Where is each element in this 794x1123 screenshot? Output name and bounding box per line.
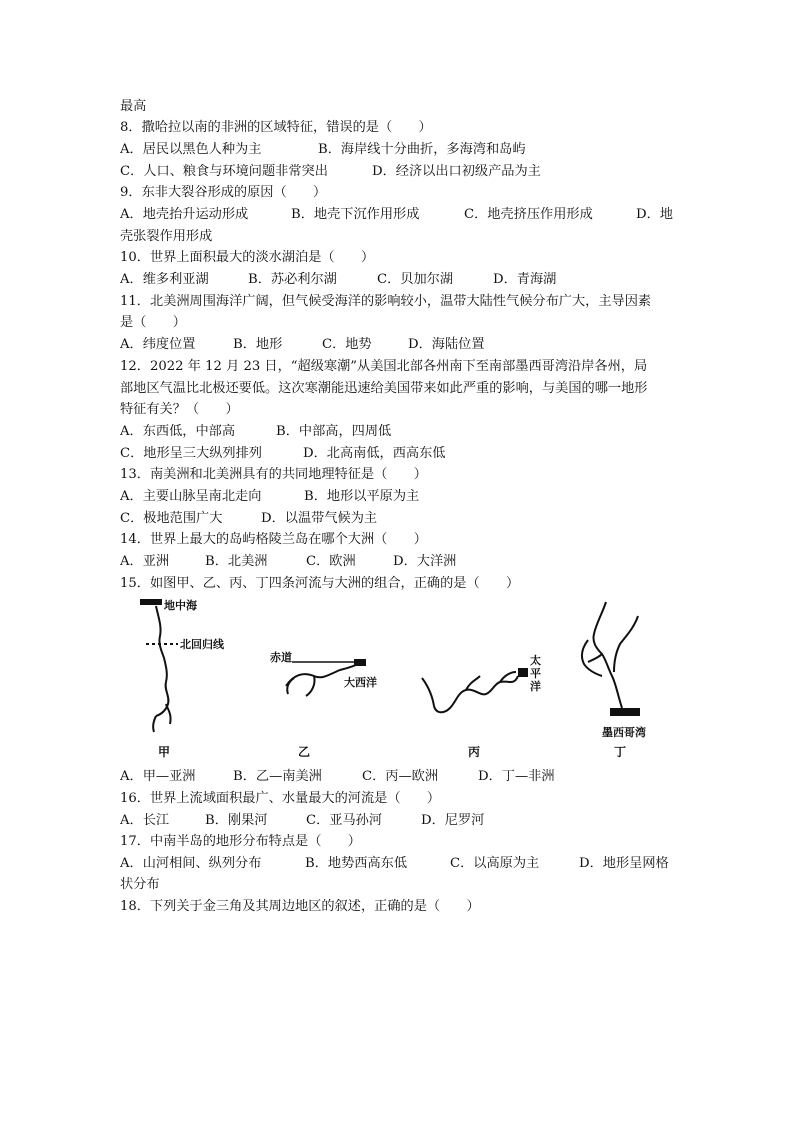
gulf-of-mexico-hatch — [610, 708, 640, 716]
q9-option-d[interactable]: D．地 — [636, 207, 673, 222]
river-ding-path — [582, 602, 638, 708]
question-12: 12．2022 年 12 月 23 日，“超级寒潮”从美国北部各州南下至南部墨西哥湾沿岸各州，局 — [120, 359, 648, 374]
question-10: 10．世界上面积最大的淡水湖泊是（ ） — [120, 250, 375, 265]
q17-option-b[interactable]: B．地势西高东低 — [305, 856, 408, 871]
q11-option-d[interactable]: D．海陆位置 — [408, 337, 485, 352]
q10-option-b[interactable]: B．苏必利尔湖 — [248, 272, 337, 287]
q17-option-c[interactable]: C．以高原为主 — [450, 856, 540, 871]
label-mediterranean: 地中海 — [164, 599, 197, 612]
q8-option-a[interactable]: A．居民以黑色人种为主 — [120, 142, 262, 157]
q16-option-a[interactable]: A．长江 — [120, 813, 170, 828]
label-gulf-of-mexico: 墨西哥湾 — [602, 726, 646, 739]
q16-option-d[interactable]: D．尼罗河 — [421, 813, 485, 828]
question-14: 14．世界上最大的岛屿格陵兰岛在哪个大洲（ ） — [120, 532, 427, 547]
q8-option-d[interactable]: D．经济以出口初级产品为主 — [372, 164, 541, 179]
caption-jia: 甲 — [158, 745, 171, 759]
q12-option-d[interactable]: D．北高南低，西高东低 — [303, 446, 446, 461]
question-13: 13．南美洲和北美洲具有的共同地理特征是（ ） — [120, 467, 427, 482]
q13-option-d[interactable]: D．以温带气候为主 — [261, 511, 378, 526]
q12-option-b[interactable]: B．中部高，四周低 — [276, 424, 392, 439]
river-bing — [422, 653, 541, 759]
q9-option-a[interactable]: A．地壳抬升运动形成 — [120, 207, 249, 222]
question-11: 11．北美洲周围海洋广阔，但气候受海洋的影响较小，温带大陆性气候分布广大，主导因素 — [120, 294, 652, 309]
river-ding — [582, 602, 646, 759]
q13-option-a[interactable]: A．主要山脉呈南北走向 — [120, 489, 262, 504]
caption-ding: 丁 — [614, 745, 627, 759]
question-15: 15．如图甲、乙、丙、丁四条河流与大洲的组合，正确的是（ ） — [120, 576, 520, 591]
q15-option-b[interactable]: B．乙—南美洲 — [233, 769, 322, 784]
q17-option-d[interactable]: D．地形呈网格 — [579, 856, 669, 871]
question-8: 8．撒哈拉以南的非洲的区域特征，错误的是（ ） — [120, 120, 432, 135]
question-17: 17．中南半岛的地形分布特点是（ ） — [120, 834, 361, 849]
q14-option-d[interactable]: D．大洋洲 — [393, 554, 457, 569]
label-equator: 赤道 — [270, 651, 292, 664]
q11-option-b[interactable]: B．地形 — [233, 337, 283, 352]
q9-option-b[interactable]: B．地壳下沉作用形成 — [291, 207, 420, 222]
q14-option-c[interactable]: C．欧洲 — [306, 554, 356, 569]
river-jia — [140, 598, 225, 759]
q15-option-a[interactable]: A．甲—亚洲 — [120, 769, 196, 784]
rivers-figure — [118, 596, 678, 764]
caption-bing: 丙 — [468, 745, 481, 759]
label-tropic-of-cancer: 北回归线 — [180, 638, 224, 651]
q12-option-c[interactable]: C．地形呈三大纵列排列 — [120, 446, 262, 461]
question-11-continued: 是（ ） — [120, 315, 186, 330]
rivers-figure-svg — [118, 596, 678, 764]
pacific-hatch — [518, 668, 528, 677]
q10-option-c[interactable]: C．贝加尔湖 — [377, 272, 454, 287]
question-12-continued-2: 特征有关？（ ） — [120, 402, 239, 417]
label-pacific-2: 平 — [530, 667, 541, 680]
river-jia-path — [153, 606, 170, 732]
question-9: 9．东非大裂谷形成的原因（ ） — [120, 185, 327, 200]
question-16: 16．世界上流域面积最广、水量最大的河流是（ ） — [120, 791, 441, 806]
q13-option-c[interactable]: C．极地范围广大 — [120, 511, 223, 526]
q17-option-a[interactable]: A．山河相间、纵列分布 — [120, 856, 262, 871]
q17-option-d-continued: 状分布 — [120, 877, 160, 892]
river-bing-path — [422, 672, 518, 712]
river-yi — [270, 650, 377, 759]
question-12-continued: 部地区气温比北极还要低。这次寒潮能迅速给美国带来如此严重的影响，与美国的哪一地形 — [120, 381, 648, 396]
label-pacific-1: 太 — [530, 654, 541, 667]
mediterranean-sea-hatch — [140, 599, 162, 605]
q11-option-c[interactable]: C．地势 — [322, 337, 372, 352]
q9-option-c[interactable]: C．地壳挤压作用形成 — [464, 207, 593, 222]
q8-option-c[interactable]: C．人口、粮食与环境问题非常突出 — [120, 164, 328, 179]
q10-option-d[interactable]: D．青海湖 — [493, 272, 557, 287]
question-18: 18．下列关于金三角及其周边地区的叙述，正确的是（ ） — [120, 899, 480, 914]
q12-option-a[interactable]: A．东西低，中部高 — [120, 424, 236, 439]
q10-option-a[interactable]: A．维多利亚湖 — [120, 272, 209, 287]
q16-option-b[interactable]: B．刚果河 — [205, 813, 268, 828]
q15-option-d[interactable]: D．丁—非洲 — [478, 769, 555, 784]
q11-option-a[interactable]: A．纬度位置 — [120, 337, 196, 352]
label-pacific-3: 洋 — [530, 680, 541, 693]
q13-option-b[interactable]: B．地形以平原为主 — [304, 489, 420, 504]
q15-option-c[interactable]: C．丙—欧洲 — [362, 769, 439, 784]
q14-option-b[interactable]: B．北美洲 — [205, 554, 268, 569]
label-atlantic: 大西洋 — [344, 676, 377, 689]
text-line: 最高 — [120, 99, 147, 114]
caption-yi: 乙 — [298, 745, 311, 759]
q8-option-b[interactable]: B．海岸线十分曲折，多海湾和岛屿 — [318, 142, 526, 157]
q14-option-a[interactable]: A．亚洲 — [120, 554, 170, 569]
q16-option-c[interactable]: C．亚马孙河 — [306, 813, 383, 828]
q9-option-d-continued: 壳张裂作用形成 — [120, 229, 213, 244]
